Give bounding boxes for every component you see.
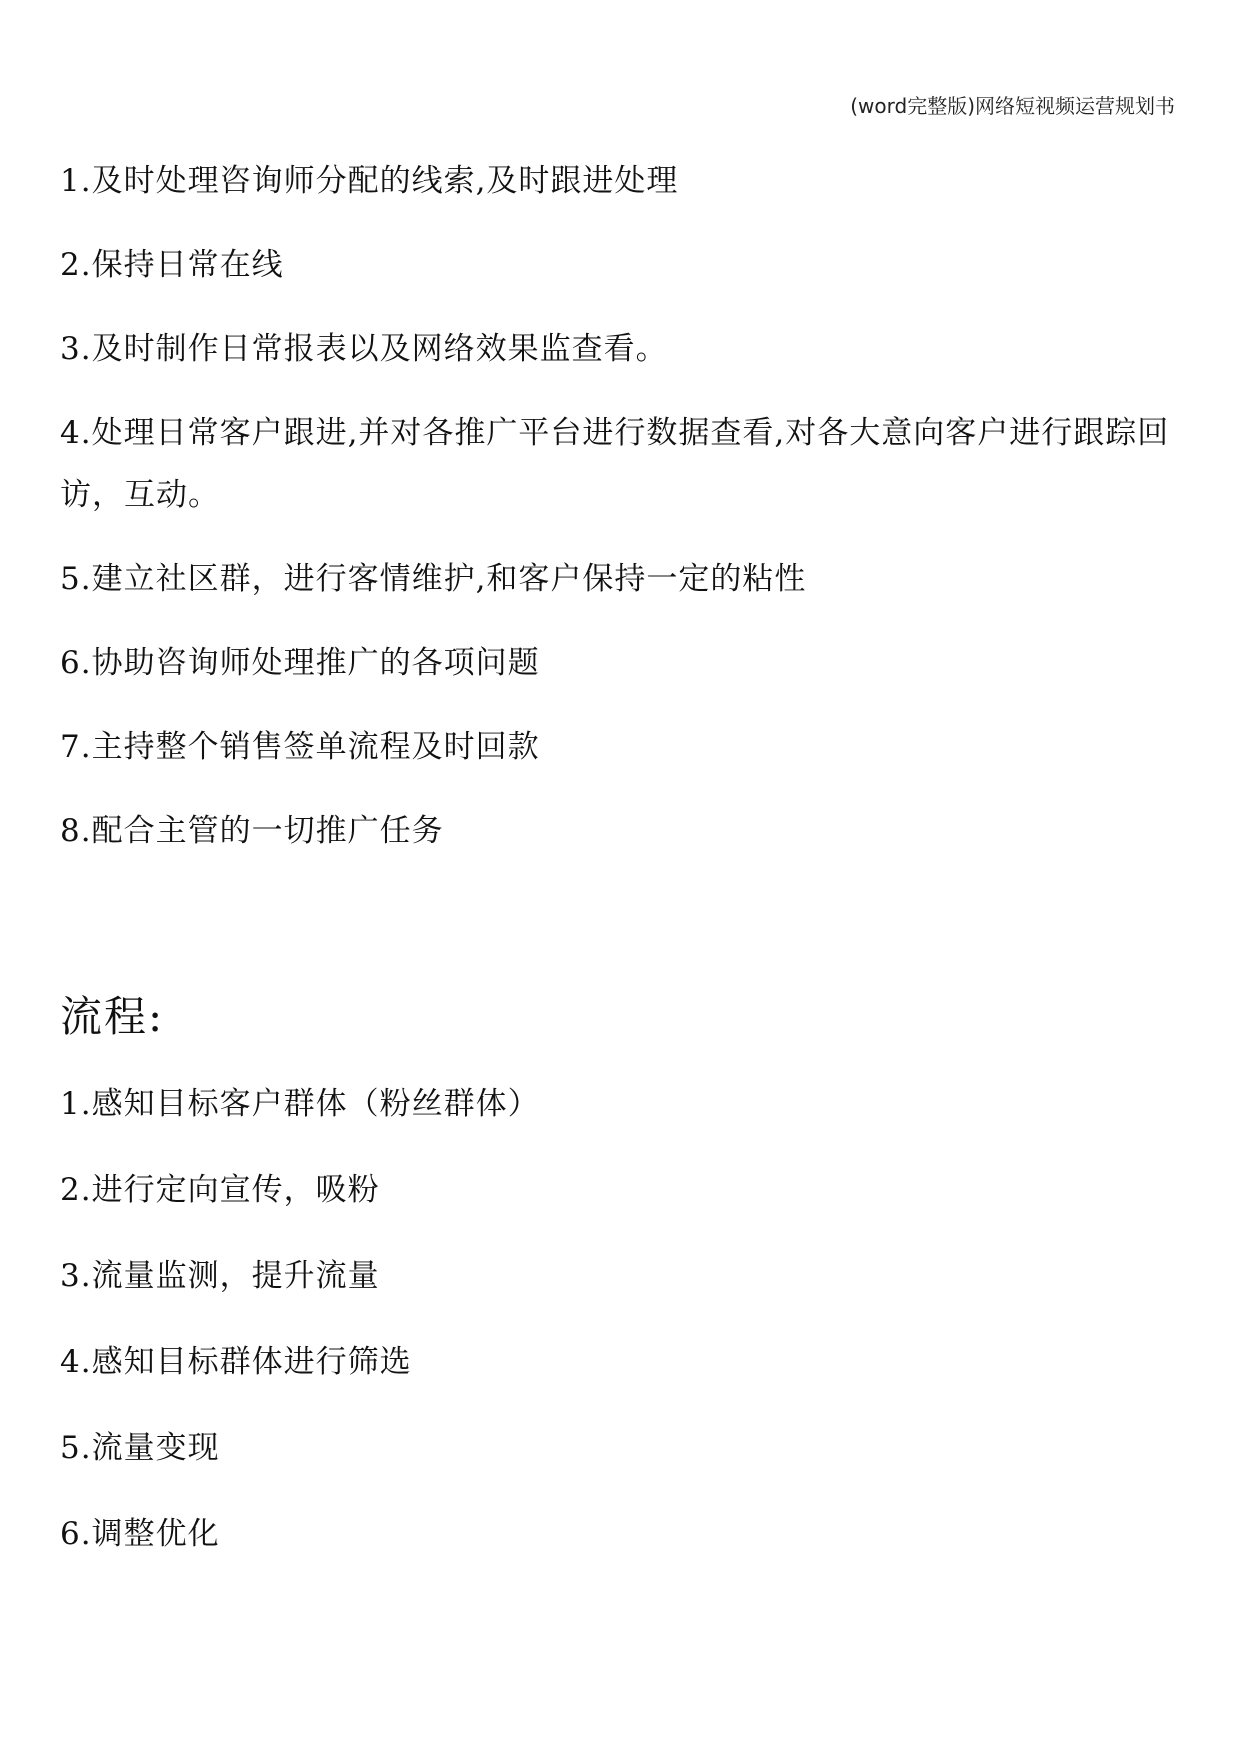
page-header-title: (word完整版)网络短视频运营规划书: [850, 94, 1175, 118]
list-item: 3.流量监测，提升流量: [60, 1258, 380, 1294]
list-item: 6.调整优化: [60, 1516, 220, 1552]
process-steps-list: [60, 1073, 1180, 1589]
list-item: 5.流量变现: [60, 1430, 220, 1466]
list-item: 3.及时制作日常报表以及网络效果监查看。: [60, 331, 668, 367]
duties-list: [60, 150, 1180, 884]
list-item: 5.建立社区群，进行客情维护,和客户保持一定的粘性: [60, 561, 807, 597]
list-item: 4.感知目标群体进行筛选: [60, 1344, 412, 1380]
list-item: 6.协助咨询师处理推广的各项问题: [60, 645, 540, 681]
list-item: 7.主持整个销售签单流程及时回款: [60, 729, 540, 765]
list-item: 2.进行定向宣传，吸粉: [60, 1172, 380, 1208]
list-item: 8.配合主管的一切推广任务: [60, 813, 444, 849]
list-item: 4.处理日常客户跟进,并对各推广平台进行数据查看,对各大意向客户进行跟踪回访，互动。: [60, 415, 1170, 513]
list-item: 2.保持日常在线: [60, 247, 284, 283]
list-item: 1.及时处理咨询师分配的线索,及时跟进处理: [60, 163, 679, 199]
list-item: 1.感知目标客户群体（粉丝群体）: [60, 1086, 540, 1122]
process-heading: 流程:: [60, 992, 165, 1041]
